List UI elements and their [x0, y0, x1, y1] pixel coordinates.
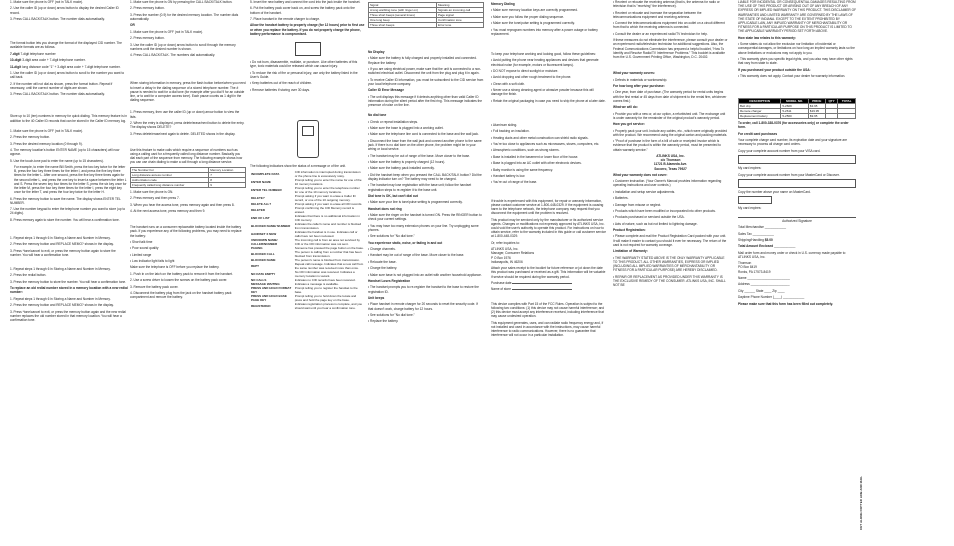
- format-key: 11-digit: [10, 64, 22, 69]
- battery-intro: The handset runs on a consumer replaceable battery located inside the battery pack. If you experience any of the following problems, you may need to replace the battery:: [130, 225, 242, 238]
- step: 4. Disconnect the battery plug from the jack on the handset battery pack compartment and remove the battery.: [130, 291, 232, 300]
- format-intro: The format button lets you change the format of the displayed CID number. The available formats are as follows.: [10, 41, 122, 50]
- table-row: Replacement battery 5-2560 $9.95: [739, 114, 856, 119]
- mastercard-code-field[interactable]: [738, 196, 772, 204]
- step: 1. Make sure the phone is ON by pressing the CALL BACK/TALK button.: [130, 0, 233, 4]
- liability-text: LIABLE FOR INCIDENTAL OR CONSEQUENTIAL DAMAGES RESULTING FROM THE USE OF THIS PRODUCT OR ARISING OUT OF ANY BREACH OF ANY EXPRESS OR IMPLIED WARRANTY ON THIS PRODUCT. THIS DISCLAIMER OF WARRANTIES AND LIMITED WARRANTY ARE GOVERNED BY THE LAWS OF THE STATE OF INDIANA. EXCEPT TO THE EXTENT PROHIBITED BY APPLICABLE LAW, ANY IMPLIED WARRANTY OF MERCHANTABILITY OR FITNESS FOR A PARTICULAR PURPOSE ON THIS PRODUCT IS LIMITED TO THE APPLICABLE WARRANTY PERIOD SET FORTH ABOVE.: [738, 0, 856, 34]
- table-row: Authorization code 8: [131, 177, 246, 182]
- table-row: Frequently called long distance number 9: [131, 182, 246, 187]
- step: 1. Push in on the latch on the battery pack to remove it from the handset.: [130, 271, 233, 276]
- indicator-row: MESSAGE WAITING Indicates a message is available.: [251, 282, 339, 287]
- step: 6. Press the memory button to save the name. The display shows ENTER TEL NUMBER.: [10, 196, 121, 205]
- step: 5. Insert the new battery and connect the cord into the jack inside the handset.: [250, 0, 361, 4]
- qty-field[interactable]: [825, 114, 838, 119]
- format-value: 3-digit area code + 7-digit telephone number.: [22, 58, 86, 63]
- format-key: 10-digit: [10, 58, 22, 63]
- accessory-order-table: [738, 98, 856, 119]
- fcc-text: This equipment generates, uses, and can radiate radio frequency energy and, if not installed and used in accordance with the instructions, may cause harmful interference to radio communications. However, there is no guarantee that interference will not occur in a particular installation.: [491, 320, 604, 338]
- step: 2. Press the memory button and REPLACE MEMO? shows in the display.: [10, 303, 114, 308]
- table-row: Belt clip 5-2609 $3.95: [739, 104, 856, 109]
- step: 1. Press memory, then use the caller ID (up or down) arrow button to view the lists.: [130, 110, 240, 119]
- section-heading: What your warranty does not cover:: [613, 172, 668, 177]
- section-heading: For how long after your purchase:: [613, 83, 665, 88]
- signature-line[interactable]: [738, 213, 856, 218]
- step: 2. If the number will not dial as shown, press the format button. Repeat if necessary, until the correct number of digits are shown.: [10, 81, 113, 90]
- indicator-row: NO DATA EMPTY No CID information was received. Indicates a memory location is vacant.: [251, 270, 355, 279]
- indicator-row: ENTER TEL NUMBER Prompt telling you to enter the telephone number for one of the 10 memory locations.: [251, 186, 360, 195]
- caution-item: Keep batteries out of the reach of children.: [252, 81, 313, 86]
- step: 3. Press delete/erase/next again to delete. DELETED shows in the display.: [130, 131, 236, 136]
- table-row: Remote charger 5-2611 $19.95: [739, 109, 856, 114]
- table-row: One long beep Confirmation tone: [369, 18, 484, 23]
- step: 1. Make sure the phone is OFF (not in TALK mode).: [130, 29, 204, 34]
- step: 6. Put the battery pack cover back on, and screw the battery pack onto the bottom of the handset.: [250, 6, 355, 15]
- indicator-row: PRESS AND HOLD FORMAT KEY Prompt telling you to register the handset to the base.: [251, 286, 358, 295]
- step: 1. Repeat steps 1 through 6 in Storing a Name and Number in Memory.: [10, 296, 111, 301]
- column-4: Signal Meaning A long warbling tone (with ringer on) Signals an incoming call Three short beeps (several times) Page signal One long beep Confirmation tone Three short beeps Error tone No Display • Make sure the battery is fully charged and properly installed and connected. Replace the battery. • If you are using electrical power, make sure that the unit is connected to a non-switched electrical outlet. Disconnect the unit from the plug and plug it in again. • To receive Caller ID information, you must be subscribed to the CID service from your local telephone company. Caller ID Error Message • The unit displays this message if it detects anything other than valid Caller ID information during the silent period after the first ring. This message indicates the presence of noise on the line. No dial tone • Check or repeat installation steps. • Make sure the base is plugged into a working outlet. • Make sure the telephone line cord is connected to the base and the wall jack. • Disconnect the base from the wall jack and connect another phone to the same jack. If there is no dial tone on the other phone, the problem might be in your wiring or local service. • The handset may be out of range of the base. Move closer to the base. • Make sure the battery is properly charged (12 hours). • Make sure the battery pack installed correctly. • Did the handset beep when you pressed the CALL BACK/TALK button? Did the display indicator turn on? The battery may need to be charged. • The handset may lose registration with the base unit; follow the handset registration steps to re-register it to the base unit. Dial tone is OK, but can't dial out • Make sure your line is tone/pulse setting is programmed correctly. Handset does not ring • Make sure the ringer on the handset is turned ON. Press the RINGER button to check your current settings. • You may have too many extension phones on your line. Try unplugging some phones. • See solutions for "No dial tone." You experience static, noise, or fading in and out • Change channels. • Handset may be out of range of the base. Move closer to the base. • Relocate the base. • Charge the battery. • Make sure base is not plugged into an outlet with another household appliance. Handset Loses Registration • The handset prompts you to re-register the handset to the base to restore the registration ID. Unit beeps • Place handset in remote charger for 20 seconds to reset the security code. If that doesn't work, charge battery for 12 hours. • See solutions for "No dial tone." • Replace the battery.: [368, 3, 484, 324]
- phone-label: Daytime Phone Number: [738, 295, 773, 300]
- indicator-row: REGISTERED Indicates registration process is complete, and you should wait until you hear a confirmation tone.: [251, 302, 363, 311]
- section-heading: To replace an old redial number stored in a memory location with a new redial number:: [10, 286, 128, 295]
- step: 1. Use the caller ID (up or down) arrow button to scroll to the number you want to call back.: [10, 70, 125, 80]
- column-6: • Reorient or relocate the receiving antenna (that is, the antenna for radio or television that is "receiving" the interference). • Reorient or relocate and increase the separation between the telecommunications equipment and receiving antenna. • Connect the telecommunications equipment into an outlet on a circuit different from that to which the receiving antenna is connected. • Consult the dealer or an experienced radio/TV technician for help. If these measures do not eliminate the interference, please consult your dealer or an experienced radio/television technician for additional suggestions. Also, the Federal Communications Commission has prepared a helpful booklet, "How To Identify and Resolve Radio/TV Interference Problems." This booklet is available from the U.S. Government Printing Office, Washington, D.C. 20402. What your warranty covers: • Defects in materials or workmanship. For how long after your purchase: • One year, from date of purchase. (The warranty period for rental units begins with the first rental or 45 days from date of shipment to the rental firm, whichever comes first.) What we will do: • Provide you with a new or, at our option, a refurbished unit. The exchange unit is under warranty for the remainder of the original product's warranty period. How you get service: • Properly pack your unit. Include any cables, etc., which were originally provided with the product. We recommend using the original carton and packing materials. • "Proof of purchase in the form of a bill of sale or receipted invoice which is evidence that the product is within the warranty period, must be presented to obtain warranty service." ATLINKS USA, Inc. c/o Thomson 11721 B Alameda Ave. Socorro, Texas 79927 What your warranty does not cover: • Customer instruction. (Your Owner's Manual provides information regarding operating instructions and user controls.) • Installation and setup service adjustments. • Batteries. • Damage from misuse or neglect. • Products which have been modified or incorporated into other products. • Products purchased or serviced outside the USA. • Acts of nature, such as but not limited to lightning damage. Product Registration: • Please complete and mail the Product Registration Card packed with your unit. It will make it easier to contact you should it ever be necessary. The return of the card is not required for warranty coverage. Limitation of Warranty: • THE WARRANTY STATED ABOVE IS THE ONLY WARRANTY APPLICABLE TO THIS PRODUCT. ALL OTHER WARRANTIES, EXPRESS OR IMPLIED (INCLUDING ALL IMPLIED WARRANTIES OF MERCHANTABILITY OR FITNESS FOR A PARTICULAR PURPOSE) ARE HEREBY DISCLAIMED. • REPAIR OR REPLACEMENT AS PROVIDED UNDER THIS WARRANTY IS THE EXCLUSIVE REMEDY OF THE CONSUMER. ATLINKS USA, INC. SHALL NOT BE: [613, 0, 728, 288]
- step: 2. Use a screw driver to loosen the screws on the battery pack cover.: [130, 278, 228, 283]
- section-heading: No Display: [368, 50, 385, 54]
- caution-item: To reduce the risk of fire or personal injury, use only the battery listed in the User's Guide.: [250, 70, 358, 79]
- attach-receipt: Attach your sales receipt to the booklet for future reference or jot down the date this product was purchased or received as a gift. This information will be valuable if service should be required during the warranty period.: [491, 266, 606, 279]
- step: 1. Repeat steps 1 through 6 in Storing a Name and Number in Memory.: [10, 235, 111, 240]
- completion-note: Please make sure that this form has been filled out completely.: [738, 301, 834, 306]
- step: 3. Press CALL BACK/TALK button. The number dials automatically.: [10, 92, 105, 97]
- memory-location-table: [130, 167, 246, 188]
- section-heading: Limitation of Warranty:: [613, 249, 648, 254]
- or-label: OR: [130, 23, 135, 28]
- table-header: QTY: [825, 99, 838, 104]
- step: 1. Make sure the phone is OFF (not in TALK mode).: [10, 128, 84, 133]
- mail-note: Mail order form and money order or check in U.S. currency made payable to ATLINKS USA, Inc.: [738, 250, 846, 259]
- table-header: The Number For: [131, 167, 209, 172]
- display-messages-table: [250, 170, 365, 310]
- step: 2. When the entry is displayed, press delete/erase/next button to delete the entry. The display shows DELETE?: [130, 120, 245, 130]
- table-row: Three short beeps (several times) Page signal: [369, 13, 484, 18]
- name-label: Name: [738, 276, 747, 281]
- step: 2. Press the memory button.: [10, 135, 51, 140]
- section-heading: Memory Dialing: [491, 2, 515, 6]
- fcc-text: This device complies with Part 15 of the FCC Rules. Operation is subject to the following two conditions: (1) this device may not cause harmful interference; and (2) this device must accept any interference received, including interference that may cause undesired operation.: [491, 301, 605, 319]
- section-heading: Product Registration:: [613, 228, 646, 233]
- step: 3. Press *tone/cancel to exit, or press the memory button again and the new redial number replaces the old number stored in that memory location. You will hear a confirmation tone.: [10, 309, 126, 323]
- column-2: 1. Make sure the phone is ON by pressing the CALL BACK/TALK button. 2. Press memory button. 3. Press the number (0-9) for the desired memory location. The number dials automatically. OR 1. Make sure the phone is OFF (not in TALK mode). 2. Press memory button. 3. Use the caller ID (up or down) arrow button to scroll through the memory numbers until the desired number is shown. 4. Press CALL BACK/TALK. The numbers dial automatically. When storing information in memory, press the flash button before/when you need to insert a delay in the dialing sequence of a stored telephone number. The # pause is needed to wait for a dial tone (for example after you dial 9 for an outside line, or to wait for a computer access tone). Each pause counts as 1 digit in the dialing sequence. 1. Press memory, then use the caller ID (up or down) arrow button to view the lists. 2. When the entry is displayed, press delete/erase/next button to delete the entry. The display shows DELETE? 3. Press delete/erase/next again to delete. DELETED shows in the display. Use this feature to make calls which require a sequence of numbers such as using a calling card for a frequently called long distance number. Basically you dial each part of the sequence from memory. The following example shows how you can use chain dialing to make a call through a long distance service. The Number For Memory Location Long distance access number 7 Authorization code 8 Frequently called long distance number 9 1. Make sure the phone is ON. 2. Press memory and then press 7. 3. When you hear the access tone, press memory again and then press 8. 4. At the next access tone, press memory and then 9. The handset runs on a consumer replaceable battery located inside the battery pack. If you experience any of the following problems, you may need to replace the battery: • Short talk time • Poor sound quality • Limited range • Low indicator light fails to light Make sure the telephone is OFF before you replace the battery. 1. Push in on the latch on the battery pack to remove it from the handset. 2. Use a screw driver to loosen the screws on the battery pack cover. 3. Remove the battery pack cover. 4. Disconnect the battery plug from the jack on the handset battery pack compartment and remove the battery.: [130, 0, 246, 300]
- step: 4. At the next access tone, press memory and then 9.: [130, 208, 206, 213]
- indicator-row: PAGING Someone has pressed the page button on the base.: [251, 246, 364, 251]
- care-intro: To keep your telephone working and looking good, follow these guidelines:: [491, 51, 596, 56]
- table-row: A long warbling tone (with ringer on) Signals an incoming call: [369, 8, 484, 13]
- table-header: Memory Location: [209, 167, 246, 172]
- section-heading: Handset does not ring: [368, 206, 402, 211]
- dealer-label: Name of store: [491, 287, 512, 292]
- step: 3. Press *tone/cancel to exit, or press the memory button again to store the number. You will hear a confirmation tone.: [10, 248, 116, 257]
- column-1: [10, 0, 128, 546]
- indicator-row: BLOCKED CALL The person is calling from a number that has been blocked from transmission.: [251, 250, 362, 259]
- mastercard-number-field[interactable]: [738, 179, 856, 188]
- indicator-row: UNKNOWN NAME/ CALLER/NUMBER The incoming call is from an area not serviced by CID or the CID information was not sent.: [251, 238, 360, 247]
- section-heading: Dial tone is OK, but can't dial out: [368, 193, 418, 198]
- column-5: Memory Dialing • Make sure memory location keys are correctly programmed. • Make sure you follow the proper dialing sequence. • Make sure the tone/pulse setting is programmed correctly. • You must reprogram numbers into memory after a power outage or battery replacement. To keep your telephone working and looking good, follow these guidelines: • Avoid putting the phone near heating appliances and devices that generate electrical noise (for example, motors or fluorescent lamps). • DO NOT expose to direct sunlight or moisture. • Avoid dropping and other rough treatment to the phone. • Clean with a soft cloth. • Never use a strong cleaning agent or abrasive powder because this will damage the finish. • Retain the original packaging in case you need to ship the phone at a later date. • Aluminum siding. • Foil backing on insulation. • Heating ducts and other metal construction can shield radio signals. • You're too close to appliances such as microwaves, stoves, computers, etc. • Atmospheric conditions, such as strong storms. • Base is installed in the basement or lower floor of the house. • Base is plugged into an AC outlet with other electronic devices. • Baby monitor is using the same frequency. • Handset battery is low. • You're out of range of the base. If trouble is experienced with this equipment, for repair or warranty information, please contact customer service at 1-800-448-0329. If the equipment is causing harm to the telephone network, the telephone company may request that you disconnect the equipment until the problem is resolved. This product may be serviced only by the manufacturer or its authorized service agents. Changes or modifications not expressly approved by ATLINKS USA, Inc. could void the user's authority to operate this product. For instructions on how to obtain service, refer to the warranty included in this guide or call customer service at 1-800-448-0329. Or, refer inquiries to: ATLINKS USA, Inc. Manager, Consumer Relations P O Box 1976 Indianapolis, IN 46206 Attach your sales receipt to the booklet for future reference or jot down the date this product was purchased or received as a gift. This information will be valuable if service should be required during the warranty period. Purchase date Name of store This device complies with Part 15 of the FCC Rules. Operation is subject to the following two conditions: (1) this device may not cause harmful interference; and (2) this device must accept any interference received, including interference that may cause undesired operation. This equipment generates, uses, and can radiate radio frequency energy and, if not installed and used in accordance with the instructions, may cause harmful interference to radio communications. However, there is no guarantee that interference will not occur in a particular installation.: [491, 2, 606, 338]
- shipping-value: $5.00: [764, 237, 773, 242]
- address-line: Or, refer inquiries to:: [491, 240, 520, 245]
- step: 4. The memory location's button ENTER NAME (up to 15 characters) will now appear.: [10, 147, 120, 157]
- step: 7. Place handset in the remote charger to charge.: [250, 16, 320, 21]
- step: 1. Make sure the phone is OFF (not in TALK mode).: [10, 0, 84, 4]
- step: 3. Remove the battery pack cover.: [130, 284, 179, 289]
- caution-item: Do not burn, disassemble, mutilate, or puncture. Like other batteries of this type, toxic materials could be released which can cause injury.: [250, 60, 358, 69]
- step: 2. Press memory button.: [130, 6, 165, 11]
- list-item: Low indicator light fails to light: [132, 259, 175, 264]
- step: 2. Press memory and then press 7.: [130, 196, 180, 201]
- cut-along-label: CUT ALONG DOTTED LINE AND MAIL: [859, 476, 863, 530]
- ship-to-address: ATLINKS USA, Inc. c/o Thomson 11721 B Alameda Ave. Socorro, Texas 79927: [653, 153, 688, 171]
- order-phone: To order, call 1-800-338-0376 (for accessories only) or complete the order form.: [738, 121, 849, 130]
- callback-steps: [10, 0, 128, 21]
- format-key: 7-digit: [10, 51, 20, 56]
- table-row: Three short beeps Error tone: [369, 23, 484, 28]
- service-text: This product may be serviced only by the manufacturer or its authorized service agents. Changes or modifications not expressly approved by ATLINKS USA, Inc. could void the user's authority to operate this product. For instructions on how to obtain service, refer to the warranty included in this guide or call customer service at 1-800-448-0329.: [491, 217, 606, 239]
- table-row: Long distance access number 7: [131, 172, 246, 177]
- step: 2. Press the memory button and REPLACE MEMO? shows in the display.: [10, 242, 114, 247]
- radio-note: If these measures do not eliminate the interference, please consult your dealer or an experienced radio/television technician for additional suggestions. Also, the Federal Communications Commission has prepared a helpful booklet, "How To Identify and Resolve Radio/TV Interference Problems." This booklet is available from the U.S. Government Printing Office, Washington, D.C. 20402.: [613, 38, 728, 59]
- indicator-row: PRESS AND HOLD BASE PAGE KEY Prompt telling you to hold down the locate and press and hold the page key on the base.: [251, 294, 357, 303]
- step: 3. Press the number (0-9) for the desired memory location. The number dials automatically.: [130, 12, 239, 21]
- step: 2. Use the caller ID (up or down) arrow button to display the desired Caller ID record.: [10, 6, 119, 15]
- section-heading: Caller ID Error Message: [368, 88, 404, 93]
- indicator-row: ENTER NAME Prompt telling you to enter the name for one of the 10 memory locations.: [251, 178, 362, 187]
- step: 1. Repeat steps 1 through 6 in Storing a Name and Number in Memory.: [10, 267, 111, 272]
- table-header: PRICE: [808, 99, 825, 104]
- indicator-row: NO CALLS Indicates no CID records have been received.: [251, 278, 356, 283]
- chain-intro: Use this feature to make calls which require a sequence of numbers such as using a calling card for a frequently called long distance number. Basically you dial each part of the sequence from memory. The following example shows how you can use chain dialing to make a call through a long distance service.: [130, 147, 243, 165]
- step: 3. Press the desired memory location (0 through 9).: [10, 141, 83, 146]
- table-header: Meaning: [436, 3, 483, 8]
- indicator-row: REPT Repeat call message. Indicates that a new call from the same number was received more than once.: [251, 262, 364, 271]
- section-heading: If you purchased your product outside the USA:: [738, 67, 811, 72]
- battery-note: Make sure the telephone is OFF before you replace the battery.: [130, 265, 220, 270]
- address-line: ATLINKS USA, Inc.: [491, 247, 519, 252]
- step: 2. Press the redial button.: [10, 273, 47, 278]
- column-7: LIABLE FOR INCIDENTAL OR CONSEQUENTIAL DAMAGES RESULTING FROM THE USE OF THIS PRODUCT OR ARISING OUT OF ANY BREACH OF ANY EXPRESS OR IMPLIED WARRANTY ON THIS PRODUCT. THIS DISCLAIMER OF WARRANTIES AND LIMITED WARRANTY ARE GOVERNED BY THE LAWS OF THE STATE OF INDIANA. EXCEPT TO THE EXTENT PROHIBITED BY APPLICABLE LAW, ANY IMPLIED WARRANTY OF MERCHANTABILITY OR FITNESS FOR A PARTICULAR PURPOSE ON THIS PRODUCT IS LIMITED TO THE APPLICABLE WARRANTY PERIOD SET FORTH ABOVE. How state law relates to this warranty: • Some states do not allow the exclusion nor limitation of incidental or consequential damages, or limitations on how long an implied warranty lasts so the above limitations or exclusions may not apply to you. • This warranty gives you specific legal rights, and you also may have other rights that vary from state to state. If you purchased your product outside the USA: • This warranty does not apply. Contact your dealer for warranty information. DESCRIPTION MODEL NO. PRICE QTY TOTAL Belt clip 5-2609 $3.95 Remote charger 5-2611 $19.95 Replacement battery 5-2560 $9.95 To order, call 1-800-338-0376 (for accessories only) or complete the order form. For credit card purchases Your complete charge card number, its expiration date and your signature are necessary to process all charge card orders. Copy your complete account number from your VISA card. My card expires: Copy your complete account number from your MasterCard or Discover. Copy the number above your name on MasterCard. My card expires: Authorized Signature Total Merchandise ____________ Sales Tax ____________ Shipping/Handling $5.00 Total Amount Enclosed ____________ Mail order form and money order or check in U.S. currency made payable to ATLINKS USA, Inc. Thomson PO Box 8419 Ronks, PA 17573-8419 Name ________________________ Address ______________________ City ______ State ____ Zip ____ Daytime Phone Number (____) ____________ Please make sure that this form has been filled out completely.: [738, 0, 856, 306]
- table-header: TOTAL: [838, 99, 856, 104]
- address-line: Manager, Consumer Relations: [491, 251, 535, 256]
- address-line: P O Box 1976: [491, 255, 511, 260]
- section-heading: No dial tone: [368, 113, 387, 118]
- address-label: Address: [738, 282, 750, 287]
- indicator-row: INCOMPLETE DATA CID information is interrupted during transmission or the phone line is excessively noisy.: [251, 170, 361, 179]
- indicator-row: DELETE ALL? Prompt asking if you want to erase all CID records.: [251, 202, 363, 207]
- step: 5. Use the touch-tone pad to enter the name (up to 15 characters).: [10, 158, 104, 163]
- format-list: [10, 52, 128, 69]
- indicator-row: BLOCKED NAME The person's name is blocked from transmission.: [251, 258, 360, 263]
- step: 7. Use the number keypad to enter the telephone number you want to store (up to 24 digits).: [10, 207, 126, 216]
- display-intro: The following indicators show the status of a message or of the unit.: [250, 163, 346, 168]
- handset-illustration: [297, 120, 319, 158]
- section-heading: For credit card purchases: [738, 131, 778, 136]
- step: 3. Press CALL BACK/TALK button. The number dials automatically.: [10, 16, 105, 21]
- purchase-date-label: Purchase date: [491, 281, 512, 286]
- section-heading: Unit beeps: [368, 295, 385, 300]
- indicator-row: DELETED Prompt confirming the CID Memory record is erased.: [251, 206, 355, 215]
- table-header: MODEL NO.: [781, 99, 809, 104]
- indicator-row: HANDSET X NEW Indicates the handset is in use. Indicates call or calls have not been reviewed.: [251, 230, 358, 239]
- step: 3. Use the caller ID (up or down) arrow button to scroll through the memory numbers until the desired number is shown.: [130, 42, 236, 51]
- step: 4. Press CALL BACK/TALK. The numbers dial automatically.: [130, 53, 216, 58]
- format-value: long distance code "1" + 3-digit area code + 7-digit telephone number.: [22, 64, 121, 69]
- indicator-row: END OF LIST Indicates that there is no additional information in CID memory.: [251, 214, 360, 223]
- service-text: If trouble is experienced with this equipment, for repair or warranty information, please contact customer service at 1-800-448-0329. If the equipment is causing harm to the telephone network, the telephone company may request that you disconnect the equipment until the problem is resolved.: [491, 198, 604, 216]
- format-value: 7-digit telephone number: [20, 51, 56, 56]
- caution-item: Remove batteries if storing over 30 days.: [252, 87, 310, 92]
- section-heading: What your warranty covers:: [613, 71, 655, 76]
- list-item: Limited range: [132, 252, 152, 257]
- memory-intro: Store up to 10 (ten) numbers in memory for quick dialing. This memory feature is in addition to the 40 Caller ID records that can be stored in the Caller ID memory log.: [10, 114, 128, 123]
- battery-illustration: [295, 42, 321, 56]
- table-header: DESCRIPTION: [739, 99, 781, 104]
- example-text: For example, to enter the name Bill Smith, press the two key twice for the letter B, press the four key three times for the letter I, and press the five key three times for the letter L. After one second, press the five key three times again for the second letter L, and press the one key to insert a space between the letter L and S. Press the seven key four times for the letter S, press the six key once for the letter M, press the four key three times for the letter I, press the eight key once for the letter T, and press the four key twice for the letter H.: [14, 164, 127, 195]
- step: 3. When you hear the access tone, press memory again and then press 8.: [130, 202, 235, 207]
- column-3: 5. Insert the new battery and connect the cord into the jack inside the handset. 6. Put the battery pack cover back on, and screw the battery pack onto the bottom of the handset. 7. Place handset in the remote charger to charge. Allow the handset battery to properly charge (for 12 hours) prior to first use or when you replace the battery. If you do not properly charge the phone, battery performance is compromised. • Do not burn, disassemble, mutilate, or puncture. Like other batteries of this type, toxic materials could be released which can cause injury. • To reduce the risk of fire or personal injury, use only the battery listed in the User's Guide. • Keep batteries out of the reach of children. • Remove batteries if storing over 30 days. The following indicators show the status of a message or of the unit. INCOMPLETE DATA CID information is interrupted during transmission or the phone line is excessively noisy. ENTER NAME Prompt telling you to enter the name for one of the 10 memory locations. ENTER TEL NUMBER Prompt telling you to enter the telephone number for one of the 10 memory locations. DELETE? Prompt asking if you want to erase a Caller ID record, or one of the 10 outgoing memory. DELETE ALL? Prompt asking if you want to erase all CID records. DELETED Prompt confirming the CID Memory record is erased. END OF LIST Indicates that there is no additional information in CID memory. BLOCKED NAME/ NUMBER Indicates the caller's name and number is blocked from transmission. HANDSET X NEW Indicates the handset is in use. Indicates call or calls have not been reviewed. UNKNOWN NAME/ CALLER/NUMBER The incoming call is from an area not serviced by CID or the CID information was not sent. PAGING Someone has pressed the page button on the base. BLOCKED CALL The person is calling from a number that has been blocked from transmission. BLOCKED NAME The person's name is blocked from transmission. REPT Repeat call message. Indicates that a new call from the same number was received more than once. NO DATA EMPTY No CID information was received. Indicates a memory location is vacant. NO CALLS Indicates no CID records have been received. MESSAGE WAITING Indicates a message is available. PRESS AND HOLD FORMAT KEY Prompt telling you to register the handset to the base. PRESS AND HOLD BASE PAGE KEY Prompt telling you to hold down the locate and press and hold the page key on the base. REGISTERED Indicates registration process is complete, and you should wait until you hear a confirmation tone.: [250, 0, 365, 311]
- step: 2. Press memory button.: [130, 36, 165, 41]
- step: 1. Make sure the phone is ON.: [130, 189, 174, 194]
- section-heading: You experience static, noise, or fading in and out: [368, 240, 443, 245]
- section-heading: Handset Loses Registration: [368, 278, 411, 283]
- interference-list: • Aluminum siding. • Foil backing on insulation. • Heating ducts and other metal construction can shield radio signals. • You're too close to appliances such as microwaves, stoves, computers, etc. • Atmospheric conditions, such as strong storms. • Base is installed in the basement or lower floor of the house. • Base is plugged into an AC outlet with other electronic devices. • Baby monitor is using the same frequency. • Handset battery is low. • You're out of range of the base.: [491, 122, 600, 185]
- table-header: Signal: [369, 3, 437, 8]
- signature-label: Authorized Signature: [782, 218, 812, 223]
- section-heading: What we will do:: [613, 105, 638, 110]
- step: 3. Press the memory button to store the number. You will hear a confirmation tone.: [10, 279, 127, 284]
- ringer-tone-table: [368, 2, 484, 28]
- address-line: Indianapolis, IN 46206: [491, 259, 523, 264]
- list-item: Short talk time: [132, 239, 153, 244]
- indicator-row: BLOCKED NAME/ NUMBER Indicates the caller's name and number is blocked from transmission.: [251, 222, 362, 231]
- pause-intro: When storing information in memory, press the flash button before/when you need to insert a delay in the dialing sequence of a stored telephone number. The # pause is needed to wait for a dial tone (for example after you dial 9 for an outside line, or to wait for a computer access tone). Each pause counts as 1 digit in the dialing sequence.: [130, 81, 246, 103]
- section-heading: How you get service:: [613, 122, 645, 127]
- visa-number-field[interactable]: [738, 155, 856, 164]
- indicator-row: DELETE? Prompt asking if you want to erase a Caller ID record, or one of the 10 outgoing memory.: [251, 194, 356, 203]
- battery-warning: Allow the handset battery to properly charge (for 12 hours) prior to first use or when you replace the battery. If you do not properly charge the phone, battery performance is compromised.: [250, 23, 365, 36]
- section-heading: How state law relates to this warranty:: [738, 35, 796, 40]
- step: 8. Press memory again to store the number. You will hear a confirmation tone.: [10, 217, 120, 222]
- list-item: Poor sound quality: [132, 246, 159, 251]
